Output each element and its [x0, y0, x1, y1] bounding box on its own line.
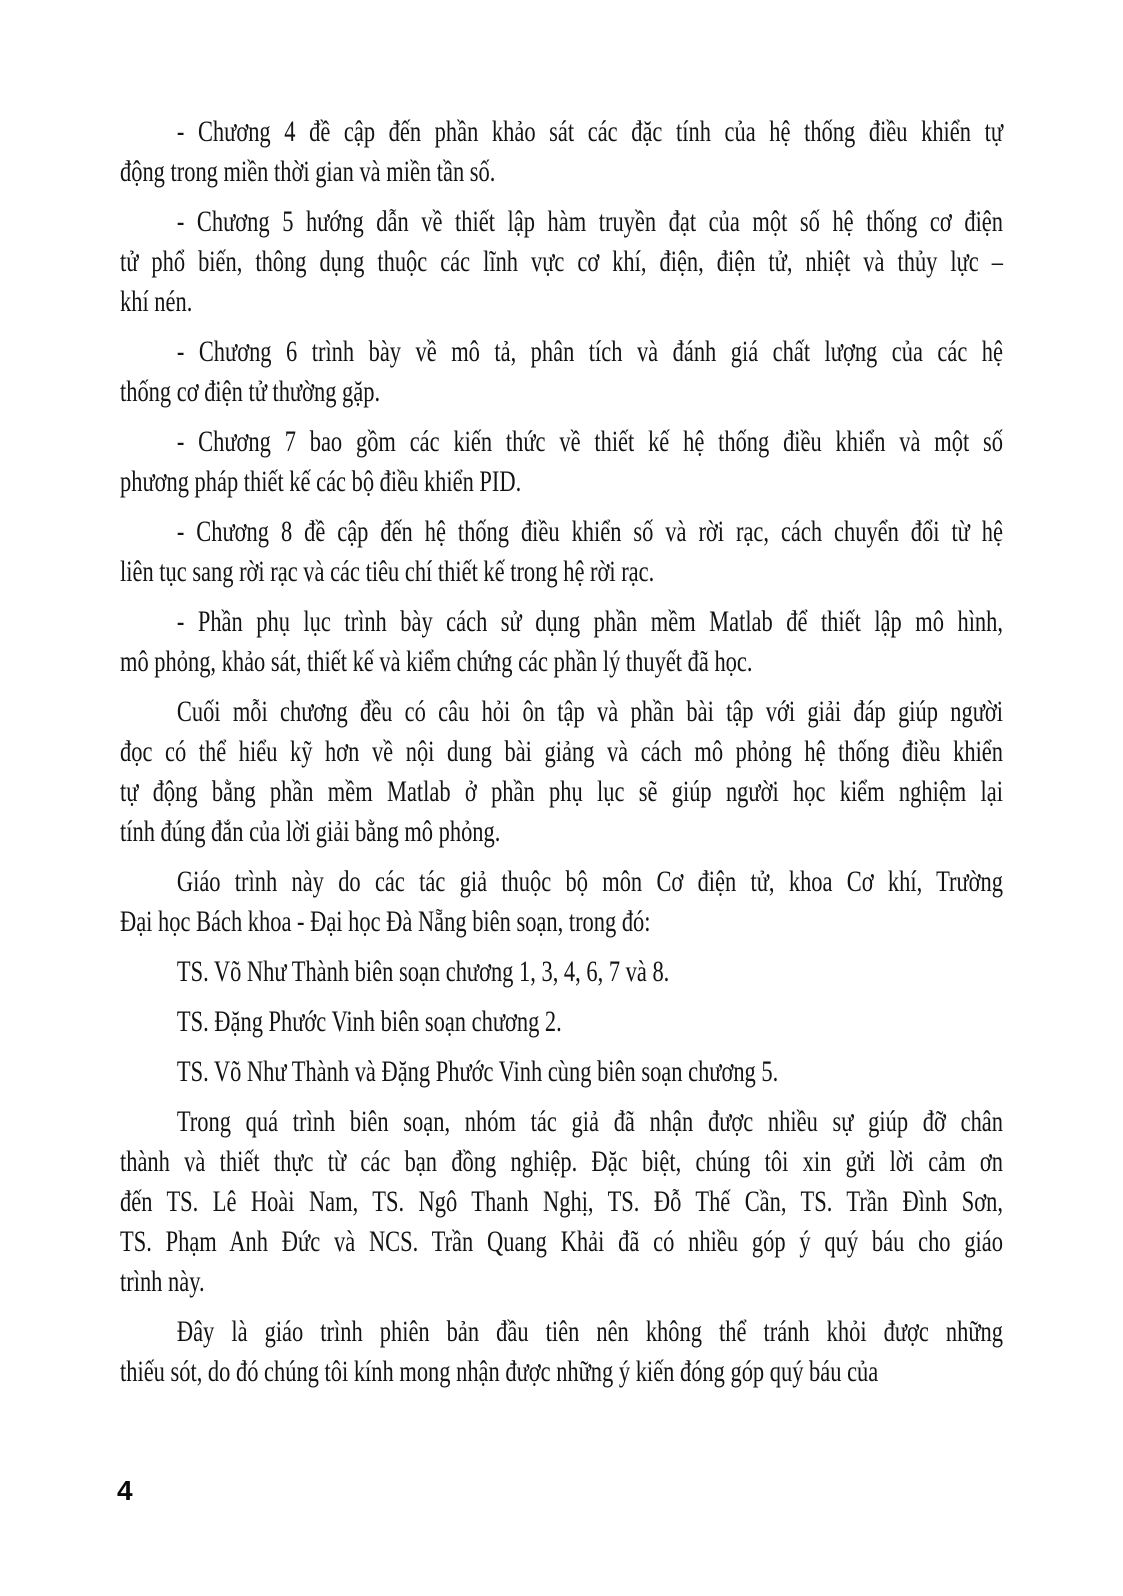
paragraph [120, 1102, 1003, 1302]
text-line: tự động bằng phần mềm Matlab ở phần phụ lục sẽ giúp người học kiểm nghiệm lại [120, 775, 1003, 808]
text-line: đọc có thể hiểu kỹ hơn về nội dung bài giảng và cách mô phỏng hệ thống điều khiển [120, 735, 1003, 768]
paragraph [120, 332, 1003, 412]
text-line: tính đúng đắn của lời giải bằng mô phỏng. [120, 815, 501, 848]
paragraph [120, 1052, 1003, 1092]
text-line: thống cơ điện tử thường gặp. [120, 375, 381, 408]
page-body-text [120, 112, 1003, 1402]
paragraph [120, 1312, 1003, 1392]
paragraph [120, 512, 1003, 592]
text-line: phương pháp thiết kế các bộ điều khiển PID. [120, 465, 522, 498]
paragraph [120, 862, 1003, 942]
paragraph [120, 422, 1003, 502]
text-line: trình này. [120, 1265, 205, 1298]
text-line: - Chương 5 hướng dẫn về thiết lập hàm truyền đạt của một số hệ thống cơ điện [176, 205, 1003, 238]
text-line: động trong miền thời gian và miền tần số. [120, 155, 496, 188]
text-line: TS. Phạm Anh Đức và NCS. Trần Quang Khải đã có nhiều góp ý quý báu cho giáo [120, 1225, 1003, 1258]
text-line: TS. Võ Như Thành và Đặng Phước Vinh cùng biên soạn chương 5. [176, 1055, 779, 1088]
paragraph [120, 602, 1003, 682]
text-line: TS. Võ Như Thành biên soạn chương 1, 3, 4, 6, 7 và 8. [176, 955, 670, 988]
page-number: 4 [117, 1475, 133, 1506]
paragraph [120, 692, 1003, 852]
text-line: - Phần phụ lục trình bày cách sử dụng phần mềm Matlab để thiết lập mô hình, [176, 605, 1003, 638]
text-line: liên tục sang rời rạc và các tiêu chí thiết kế trong hệ rời rạc. [120, 555, 655, 588]
text-line: TS. Đặng Phước Vinh biên soạn chương 2. [176, 1005, 562, 1038]
text-line: tử phổ biến, thông dụng thuộc các lĩnh vực cơ khí, điện, điện tử, nhiệt và thủy lực – [120, 245, 1003, 278]
text-line: đến TS. Lê Hoài Nam, TS. Ngô Thanh Nghị, TS. Đỗ Thế Cần, TS. Trần Đình Sơn, [120, 1185, 1003, 1218]
paragraph [120, 1002, 1003, 1042]
text-line: khí nén. [120, 285, 193, 318]
paragraph [120, 112, 1003, 192]
text-line: - Chương 4 đề cập đến phần khảo sát các đặc tính của hệ thống điều khiển tự [176, 115, 1003, 148]
text-line: thiếu sót, do đó chúng tôi kính mong nhận được những ý kiến đóng góp quý báu của [120, 1355, 879, 1388]
text-line: Đây là giáo trình phiên bản đầu tiên nên không thể tránh khỏi được những [176, 1315, 1003, 1348]
text-line: - Chương 6 trình bày về mô tả, phân tích và đánh giá chất lượng của các hệ [176, 335, 1003, 368]
paragraph [120, 952, 1003, 992]
text-line: mô phỏng, khảo sát, thiết kế và kiểm chứng các phần lý thuyết đã học. [120, 645, 753, 678]
text-line: Giáo trình này do các tác giả thuộc bộ môn Cơ điện tử, khoa Cơ khí, Trường [176, 865, 1003, 898]
paragraph [120, 202, 1003, 322]
text-line: Trong quá trình biên soạn, nhóm tác giả đã nhận được nhiều sự giúp đỡ chân [176, 1105, 1003, 1138]
text-line: Cuối mỗi chương đều có câu hỏi ôn tập và phần bài tập với giải đáp giúp người [176, 695, 1003, 728]
text-line: Đại học Bách khoa - Đại học Đà Nẵng biên soạn, trong đó: [120, 905, 651, 938]
text-line: - Chương 8 đề cập đến hệ thống điều khiển số và rời rạc, cách chuyển đổi từ hệ [176, 515, 1003, 548]
text-line: - Chương 7 bao gồm các kiến thức về thiết kế hệ thống điều khiển và một số [176, 425, 1003, 458]
text-line: thành và thiết thực từ các bạn đồng nghiệp. Đặc biệt, chúng tôi xin gửi lời cảm ơn [120, 1145, 1003, 1178]
